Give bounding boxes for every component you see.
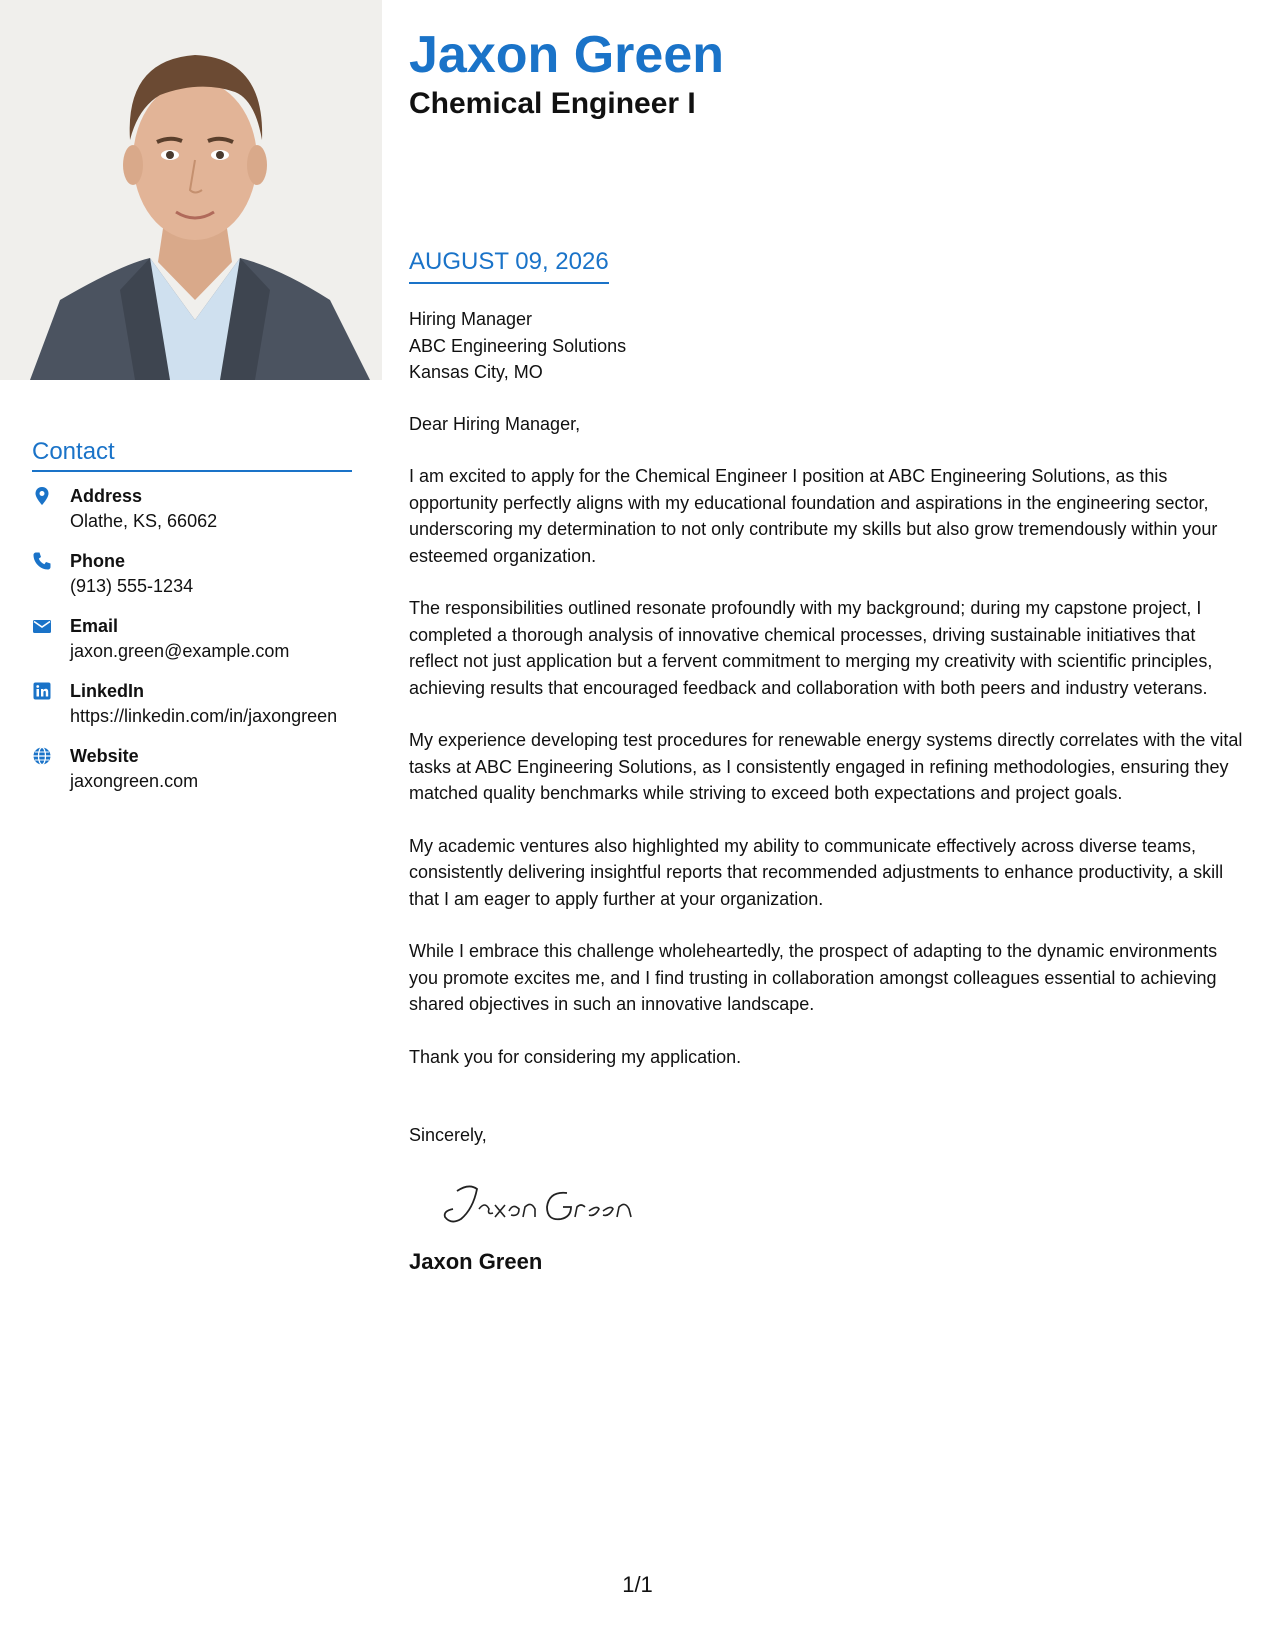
contact-sidebar — [32, 438, 352, 809]
letter-date: AUGUST 09, 2026 — [409, 248, 609, 284]
letter-paragraph: My experience developing test procedures for renewable energy systems directly correlates with the vital tasks at ABC Engineering Solutions, as I consistently engaged in refining methodologies, ensuring they matched quality benchmarks while striving to exceed both expectations and project goals. — [409, 730, 1243, 803]
globe-icon — [32, 744, 70, 794]
contact-heading: Contact — [32, 438, 352, 472]
contact-label: Address — [70, 486, 143, 506]
handwritten-signature — [439, 1179, 659, 1229]
letter-paragraph: Thank you for considering my application. — [409, 1046, 742, 1067]
page-number: 1/1 — [622, 1572, 653, 1597]
address-value: Olathe, KS, 66062 — [70, 511, 218, 531]
location-pin-icon — [32, 484, 70, 534]
letter-body — [409, 306, 1249, 1275]
recipient-line: Hiring Manager — [409, 309, 533, 329]
contact-item-email — [32, 614, 352, 664]
letter-header — [409, 24, 1249, 122]
phone-icon — [32, 549, 70, 599]
linkedin-icon — [32, 679, 70, 729]
letter-paragraph: While I embrace this challenge wholeheartedly, the prospect of adapting to the dynamic environments you promote excites me, and I find trusting in collaboration amongst colleagues essential to achieving shared objectives in such an innovative landscape. — [409, 941, 1218, 1014]
contact-label: LinkedIn — [70, 681, 145, 701]
signer-name: Jaxon Green — [409, 1248, 543, 1274]
letter-paragraph: I am excited to apply for the Chemical Engineer I position at ABC Engineering Solutions, as this opportunity perfectly aligns with my educational foundation and aspirations in the engineering sector, underscoring my determination to not only contribute my skills but also grow tremendously within your esteemed organization. — [409, 466, 1218, 566]
contact-label: Website — [70, 746, 139, 766]
salutation: Dear Hiring Manager, — [409, 413, 581, 434]
recipient-line: Kansas City, MO — [409, 362, 543, 382]
contact-item-address — [32, 484, 352, 534]
email-value[interactable]: jaxon.green@example.com — [70, 641, 290, 661]
letter-paragraph: The responsibilities outlined resonate profoundly with my background; during my capstone project, I completed a thorough analysis of innovative chemical processes, driving sustainable initiatives that reflect not just application but a fervent commitment to merging my creativity with scientific principles, achieving results that encouraged feedback and collaboration with both peers and industry veterans. — [409, 598, 1213, 698]
closing: Sincerely, — [409, 1125, 487, 1145]
letter-paragraph: My academic ventures also highlighted my ability to communicate effectively across diverse teams, consistently delivering insightful reports that recommended adjustments to enhance productivity, a skill that I am eager to apply further at your organization. — [409, 835, 1224, 909]
phone-value[interactable]: (913) 555-1234 — [70, 576, 194, 596]
contact-item-website — [32, 744, 352, 794]
linkedin-value[interactable]: https://linkedin.com/in/jaxongreen — [70, 706, 338, 726]
website-value[interactable]: jaxongreen.com — [70, 771, 199, 791]
recipient-block — [409, 306, 1249, 386]
contact-item-phone — [32, 549, 352, 599]
contact-item-linkedin — [32, 679, 352, 729]
recipient-line: ABC Engineering Solutions — [409, 335, 627, 356]
email-icon — [32, 614, 70, 664]
job-title: Chemical Engineer I — [409, 87, 696, 120]
contact-label: Email — [70, 616, 119, 636]
applicant-name: Jaxon Green — [409, 26, 725, 84]
contact-label: Phone — [70, 551, 126, 571]
profile-photo — [0, 0, 382, 380]
